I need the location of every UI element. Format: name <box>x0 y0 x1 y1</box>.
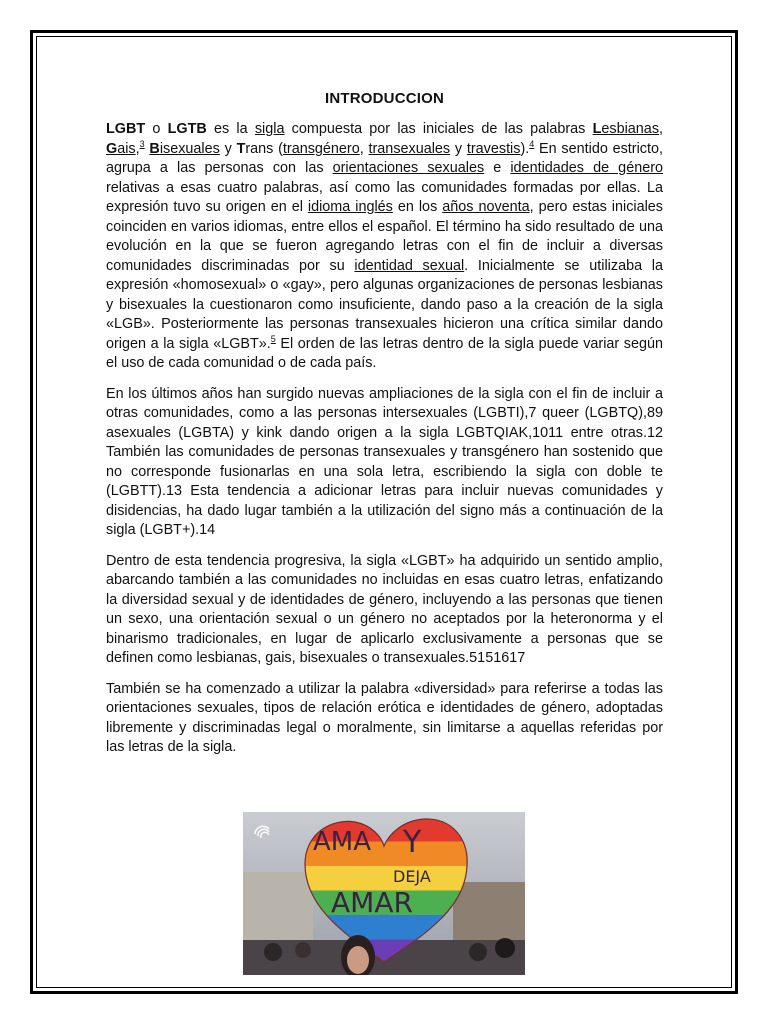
text: rans ( <box>245 140 283 157</box>
footnote-5[interactable]: 5 <box>270 333 276 344</box>
footnote-4[interactable]: 4 <box>529 138 535 149</box>
text: En sentido estricto, agrupa a las personas con las <box>106 140 663 176</box>
text: y <box>450 140 467 157</box>
text: , <box>659 121 664 137</box>
text: en los <box>392 199 443 215</box>
term-lgtb: LGTB <box>167 121 207 137</box>
text: o <box>145 121 168 137</box>
link-lesbianas-initial[interactable]: L <box>592 121 602 137</box>
text: compuesta por las iniciales de las palabras <box>284 121 593 137</box>
paragraph-3: Dentro de esta tendencia progresiva, la sigla «LGBT» ha adquirido un sentido amplio, abarcando también a las comunidades no incluidas en esas cuatro letras, enfatizando la diversidad sexual y de identidades de género, incluyendo a las personas que tienen un sexo, una orientación sexual o un género no aceptados por la heteronorma y el binarismo tradicionales, en lugar de aplicarlo exclusivamente a personas que se definen como lesbianas, gais, bisexuales o transexuales.5151617 <box>106 552 663 666</box>
link-lesbianas[interactable]: esbianas <box>601 121 660 137</box>
document-title: INTRODUCCION <box>324 90 445 107</box>
link-bisexuales-initial[interactable]: B <box>149 140 160 157</box>
text: es la <box>206 121 255 137</box>
footnote-3[interactable]: 3 <box>139 138 145 149</box>
text: ). <box>520 140 530 157</box>
paragraph-4: También se ha comenzado a utilizar la palabra «diversidad» para referirse a todas las orientaciones sexuales, tipos de relación erótica e identidades de género, adoptadas libremente y discriminadas legal o moralmente, sin limitarse a aquellas referidas por las letras de la sigla. <box>106 680 663 755</box>
sign-text-deja: DEJA <box>393 867 431 886</box>
link-anos-noventa[interactable]: años noventa <box>442 199 530 215</box>
link-orientaciones-sexuales[interactable]: orientaciones sexuales <box>332 160 485 176</box>
photo-illustration <box>243 812 525 975</box>
link-identidad-sexual[interactable]: identidad sexual <box>354 257 465 274</box>
text: . Inicialmente se utilizaba la expresión «homosexual» o «gay», pero algunas organizaciones de personas lesbianas y bisexuales la cuestionaron como insuficiente, dando paso a la creación de la sigla «LGB». Posteriormente las personas transexuales hicieron una crítica similar dando origen a la sigla «LGBT». <box>106 257 663 352</box>
building-left <box>243 872 313 942</box>
paragraph-2: En los últimos años han surgido nuevas ampliaciones de la sigla con el fin de incluir a otras comunidades, como a las personas intersexuales (LGBTI),7 queer (LGBTQ),89 asexuales (LGBTA) y kink dando origen a la sigla LGBTQIAK,1011 entre otras.12 También las comunidades de personas transexuales y transgénero han sostenido que no corresponde fusionarlas en una sola letra, escribiendo la sigla con doble te (LGBTT).13 Esta tendencia a adicionar letras para incluir nuevas comunidades y disidencias, ha dado lugar también a la utilización del signo más a continuación de la sigla (LGBT+).14 <box>106 385 663 538</box>
person-face <box>347 946 369 974</box>
link-sigla[interactable]: sigla <box>254 121 285 137</box>
crowd-head <box>295 942 311 958</box>
crowd-head <box>469 943 487 961</box>
rainbow-heart-sign-photo <box>243 812 525 975</box>
text: y <box>219 140 237 157</box>
trans-initial: T <box>236 140 246 157</box>
link-transgenero[interactable]: transgénero <box>282 140 360 157</box>
crowd-head <box>264 943 282 961</box>
link-bisexuales[interactable]: isexuales <box>159 140 220 157</box>
text: , <box>135 140 140 157</box>
link-identidades-de-genero[interactable]: identidades de género <box>510 160 663 176</box>
term-lgbt: LGBT <box>106 121 146 137</box>
text: relativas a esas cuatro palabras, así como las comunidades formadas por ellas. La expresión tuvo su origen en el <box>106 179 663 215</box>
sign-text-amar: AMAR <box>331 886 413 919</box>
text: , <box>359 140 369 157</box>
link-gais-initial[interactable]: G <box>106 140 118 157</box>
sign-text-ama: AMA <box>313 827 372 857</box>
text: , pero estas iniciales coinciden en varios idiomas, entre ellos el español. El término ha sido resultado de una evolución en la que se fueron agregando letras con el fin de incluir a diversas comunidades discriminadas por su <box>106 199 663 274</box>
link-gais[interactable]: ais <box>117 140 136 157</box>
crowd-head <box>495 938 515 958</box>
building-right <box>453 882 525 942</box>
text: El orden de las letras dentro de la sigla puede variar según el uso de cada comunidad o de cada país. <box>106 335 663 371</box>
link-idioma-ingles[interactable]: idioma inglés <box>307 199 393 215</box>
paragraph-1 <box>106 120 663 374</box>
link-travestis[interactable]: travestis <box>466 140 521 157</box>
sign-text-y: Y <box>403 825 422 860</box>
link-transexuales[interactable]: transexuales <box>368 140 451 157</box>
text: e <box>484 160 511 176</box>
document-body <box>106 90 663 769</box>
